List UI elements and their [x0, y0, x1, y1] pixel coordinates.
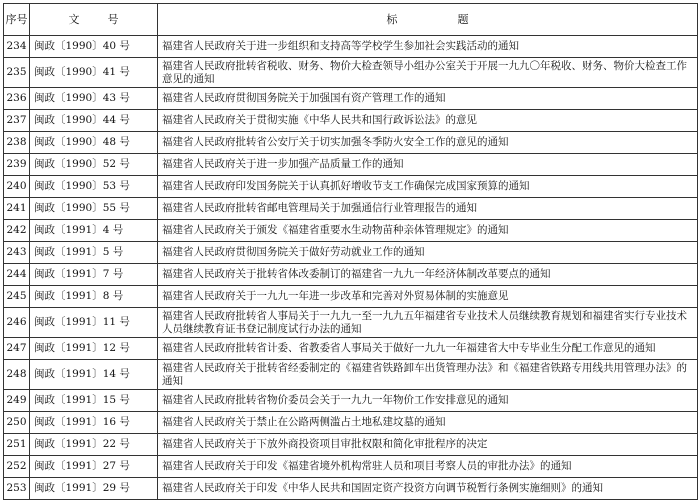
table-row: [4, 154, 698, 176]
serial-number-cell: 252: [4, 456, 30, 478]
header-document-number: 文号: [30, 4, 158, 36]
table-row: [4, 286, 698, 308]
table-row: [4, 434, 698, 456]
document-number-cell: 闽政〔1991〕27 号: [30, 456, 158, 478]
serial-number-cell: 251: [4, 434, 30, 456]
document-number-cell: 闽政〔1991〕29 号: [30, 478, 158, 500]
table-row: [4, 264, 698, 286]
serial-number-cell: 249: [4, 390, 30, 412]
title-cell: 福建省人民政府关于批转省体改委制订的福建省一九九一年经济体制改革要点的通知: [158, 264, 698, 286]
serial-number-cell: 237: [4, 110, 30, 132]
header-serial-number: 序号: [4, 4, 30, 36]
table-row: [4, 360, 698, 390]
title-cell: 福建省人民政府关于颁发《福建省重要水生动物苗种亲体管理规定》的通知: [158, 220, 698, 242]
document-number-cell: 闽政〔1990〕52 号: [30, 154, 158, 176]
document-number-cell: 闽政〔1990〕44 号: [30, 110, 158, 132]
serial-number-cell: 242: [4, 220, 30, 242]
document-number-cell: 闽政〔1991〕11 号: [30, 308, 158, 338]
title-cell: 福建省人民政府印发国务院关于认真抓好增收节支工作确保完成国家预算的通知: [158, 176, 698, 198]
serial-number-cell: 241: [4, 198, 30, 220]
serial-number-cell: 238: [4, 132, 30, 154]
title-cell: 福建省人民政府关于下放外商投资项目审批权限和简化审批程序的决定: [158, 434, 698, 456]
title-cell: 福建省人民政府关于进一步组织和支持高等学校学生参加社会实践活动的通知: [158, 36, 698, 58]
document-number-cell: 闽政〔1991〕7 号: [30, 264, 158, 286]
serial-number-cell: 253: [4, 478, 30, 500]
table-row: [4, 308, 698, 338]
document-number-cell: 闽政〔1990〕40 号: [30, 36, 158, 58]
serial-number-cell: 250: [4, 412, 30, 434]
document-number-cell: 闽政〔1990〕48 号: [30, 132, 158, 154]
title-cell: 福建省人民政府批转省物价委员会关于一九九一年物价工作安排意见的通知: [158, 390, 698, 412]
title-cell: 福建省人民政府批转省计委、省教委省人事局关于做好一九九一年福建省大中专毕业生分配工作意见的通知: [158, 338, 698, 360]
title-cell: 福建省人民政府关于一九九一年进一步改革和完善对外贸易体制的实施意见: [158, 286, 698, 308]
title-cell: 福建省人民政府关于禁止在公路两侧滥占土地私建坟墓的通知: [158, 412, 698, 434]
document-number-cell: 闽政〔1991〕22 号: [30, 434, 158, 456]
title-cell: 福建省人民政府关于贯彻实施《中华人民共和国行政诉讼法》的意见: [158, 110, 698, 132]
table-row: [4, 456, 698, 478]
table-row: [4, 220, 698, 242]
table-header: [4, 4, 698, 36]
serial-number-cell: 235: [4, 58, 30, 88]
document-number-cell: 闽政〔1991〕12 号: [30, 338, 158, 360]
document-number-cell: 闽政〔1990〕53 号: [30, 176, 158, 198]
title-cell: 福建省人民政府批转省税收、财务、物价大检查领导小组办公室关于开展一九九〇年税收、财务、物价大检查工作意见的通知: [158, 58, 698, 88]
serial-number-cell: 244: [4, 264, 30, 286]
table-row: [4, 390, 698, 412]
serial-number-cell: 236: [4, 88, 30, 110]
table-row: [4, 198, 698, 220]
document-number-cell: 闽政〔1991〕15 号: [30, 390, 158, 412]
title-cell: 福建省人民政府关于印发《福建省境外机构常驻人员和项目考察人员的审批办法》的通知: [158, 456, 698, 478]
table-row: [4, 58, 698, 88]
document-number-cell: 闽政〔1991〕4 号: [30, 220, 158, 242]
document-number-cell: 闽政〔1991〕14 号: [30, 360, 158, 390]
title-cell: 福建省人民政府关于印发《中华人民共和国固定资产投资方向调节税暂行条例实施细则》的通知: [158, 478, 698, 500]
serial-number-cell: 243: [4, 242, 30, 264]
document-index-table: [3, 3, 698, 500]
document-number-cell: 闽政〔1990〕41 号: [30, 58, 158, 88]
title-cell: 福建省人民政府关于进一步加强产品质量工作的通知: [158, 154, 698, 176]
title-cell: 福建省人民政府批转省邮电管理局关于加强通信行业管理报告的通知: [158, 198, 698, 220]
table-body: [4, 36, 698, 500]
serial-number-cell: 246: [4, 308, 30, 338]
document-number-cell: 闽政〔1991〕16 号: [30, 412, 158, 434]
table-row: [4, 110, 698, 132]
document-number-cell: 闽政〔1991〕5 号: [30, 242, 158, 264]
document-number-cell: 闽政〔1991〕8 号: [30, 286, 158, 308]
serial-number-cell: 234: [4, 36, 30, 58]
serial-number-cell: 248: [4, 360, 30, 390]
document-number-cell: 闽政〔1990〕55 号: [30, 198, 158, 220]
title-cell: 福建省人民政府关于批转省经委制定的《福建省铁路卸车出货管理办法》和《福建省铁路专用线共用管理办法》的通知: [158, 360, 698, 390]
header-row: [4, 4, 698, 36]
table-row: [4, 412, 698, 434]
serial-number-cell: 247: [4, 338, 30, 360]
title-cell: 福建省人民政府批转省公安厅关于切实加强冬季防火安全工作的意见的通知: [158, 132, 698, 154]
table-row: [4, 36, 698, 58]
table-row: [4, 88, 698, 110]
table-row: [4, 176, 698, 198]
title-cell: 福建省人民政府批转省人事局关于一九九一至一九九五年福建省专业技术人员继续教育规划和福建省实行专业技术人员继续教育证书登记制度试行办法的通知: [158, 308, 698, 338]
serial-number-cell: 239: [4, 154, 30, 176]
table-row: [4, 338, 698, 360]
serial-number-cell: 245: [4, 286, 30, 308]
title-cell: 福建省人民政府贯彻国务院关于做好劳动就业工作的通知: [158, 242, 698, 264]
title-cell: 福建省人民政府贯彻国务院关于加强国有资产管理工作的通知: [158, 88, 698, 110]
table-row: [4, 242, 698, 264]
serial-number-cell: 240: [4, 176, 30, 198]
table-row: [4, 132, 698, 154]
document-number-cell: 闽政〔1990〕43 号: [30, 88, 158, 110]
table-row: [4, 478, 698, 500]
header-title: 标题: [158, 4, 698, 36]
